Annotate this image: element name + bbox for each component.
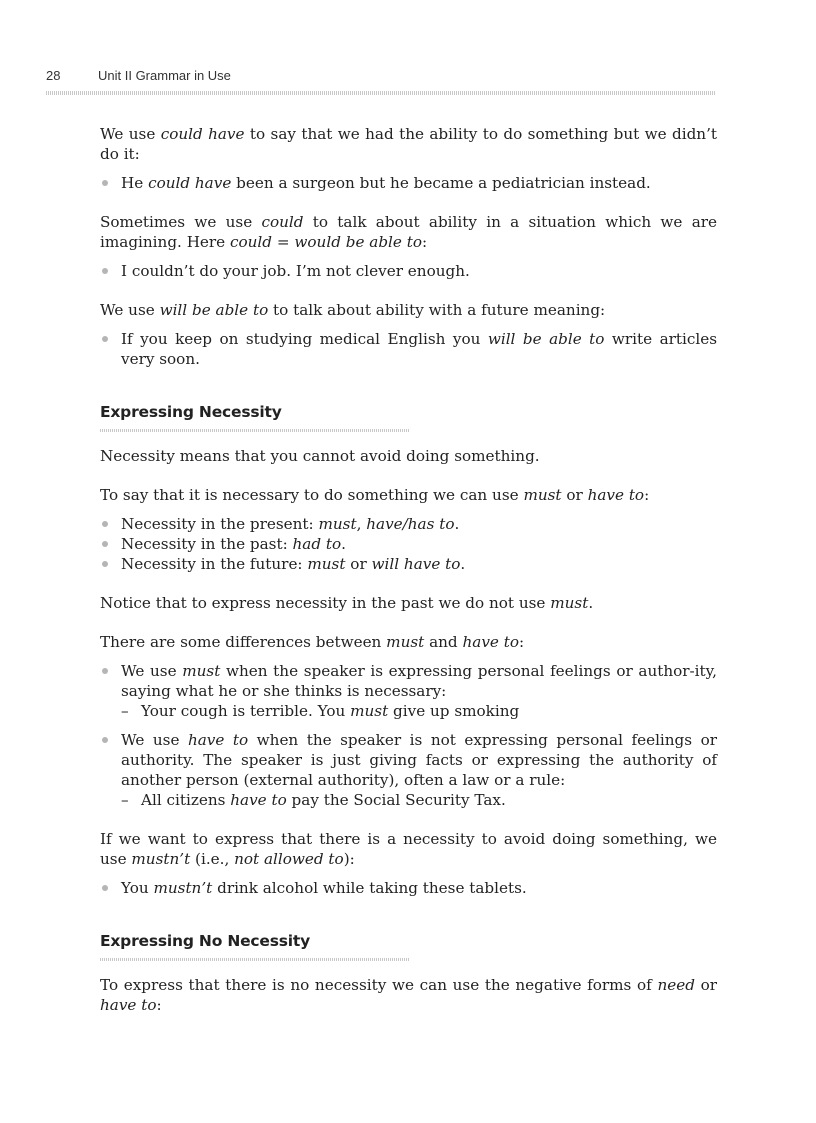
page-number: 28	[46, 68, 61, 83]
list-item: We use must when the speaker is expressing personal feelings or author-ity, saying what he or she thinks is necessary: – Your cough is terrible. You must give up smoking	[100, 661, 717, 721]
example-list	[100, 173, 717, 193]
example-item: I couldn’t do your job. I’m not clever enough.	[100, 261, 717, 281]
bullet-icon	[102, 668, 108, 674]
dash-example: – Your cough is terrible. You must give up smoking	[121, 702, 520, 720]
paragraph-could-have: We use could have to say that we had the ability to do something but we didn’t do it:	[100, 125, 717, 163]
paragraph-mustnt: If we want to express that there is a necessity to avoid doing something, we use mustn’t (i.e., not allowed to):	[100, 830, 717, 868]
example-item: He could have been a surgeon but he became a pediatrician instead.	[100, 173, 717, 193]
bullet-icon	[102, 561, 108, 567]
example-item: You mustn’t drink alcohol while taking these tablets.	[100, 878, 717, 898]
paragraph-differences: There are some differences between must and have to:	[100, 633, 525, 651]
example-list	[100, 261, 717, 281]
section-heading-necessity: Expressing Necessity	[100, 403, 282, 421]
example-list	[100, 329, 717, 369]
paragraph-could-imagining: Sometimes we use could to talk about ability in a situation which we are imagining. Here could = would be able to:	[100, 213, 717, 251]
bullet-icon	[102, 268, 108, 274]
bullet-icon	[102, 737, 108, 743]
running-header	[46, 68, 716, 83]
running-title: Unit II Grammar in Use	[98, 68, 231, 83]
bullet-icon	[102, 521, 108, 527]
page-body	[100, 124, 717, 1015]
list-item: Necessity in the past: had to.	[100, 534, 717, 554]
bullet-icon	[102, 180, 108, 186]
paragraph-past-necessity: Notice that to express necessity in the past we do not use must.	[100, 594, 594, 612]
example-list	[100, 878, 717, 898]
bullet-icon	[102, 541, 108, 547]
paragraph-necessity-definition: Necessity means that you cannot avoid doing something.	[100, 447, 540, 465]
list-item: Necessity in the future: must or will have to.	[100, 554, 717, 574]
list-item: Necessity in the present: must, have/has to.	[100, 514, 717, 534]
bullet-icon	[102, 885, 108, 891]
header-rule	[46, 91, 716, 95]
necessity-time-list	[100, 514, 717, 574]
section-heading-no-necessity: Expressing No Necessity	[100, 932, 311, 950]
paragraph-must-have-to: To say that it is necessary to do something we can use must or have to:	[100, 486, 650, 504]
section-rule	[100, 429, 410, 432]
differences-list	[100, 661, 717, 810]
example-item: If you keep on studying medical English you will be able to write articles very soon.	[100, 329, 717, 369]
list-item: We use have to when the speaker is not expressing personal feelings or authority. The speaker is just giving facts or expressing the authority of another person (external authority), often a law or a rule: – All citizens have to pay the Social Security Tax.	[100, 730, 717, 810]
dash-example: – All citizens have to pay the Social Security Tax.	[121, 791, 506, 809]
paragraph-no-necessity: To express that there is no necessity we can use the negative forms of need or have to:	[100, 976, 718, 1014]
paragraph-will-be-able-to: We use will be able to to talk about ability with a future meaning:	[100, 301, 606, 319]
section-rule	[100, 958, 410, 961]
bullet-icon	[102, 336, 108, 342]
